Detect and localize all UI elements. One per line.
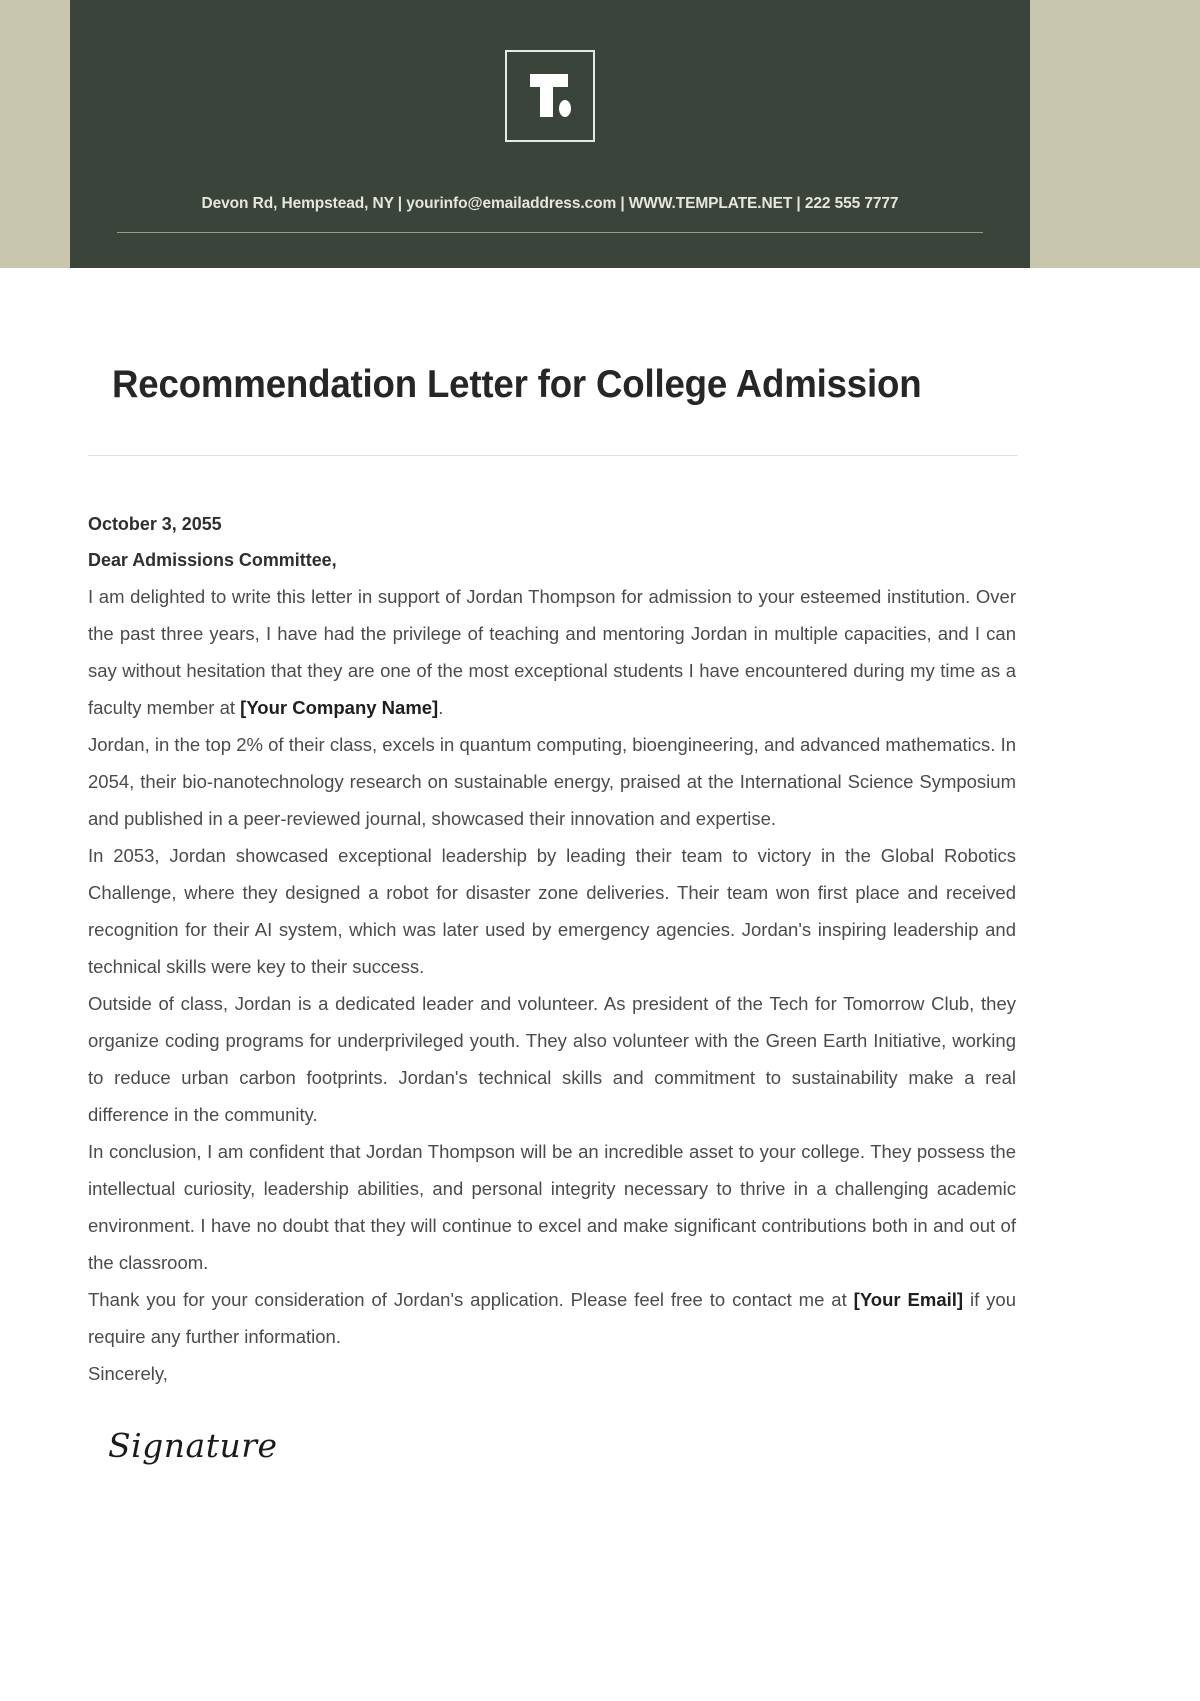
letter-paragraph-thanks [88, 1281, 1016, 1355]
page-title: Recommendation Letter for College Admission [112, 363, 922, 406]
header-contact-line: Devon Rd, Hempstead, NY | yourinfo@emailaddress.com | WWW.TEMPLATE.NET | 222 555 7777 [201, 195, 899, 212]
letter-paragraph-conclusion [88, 1133, 1016, 1281]
logo-dot [559, 100, 571, 117]
paragraph-text: I am delighted to write this letter in support of Jordan Thompson for admission to your esteemed institution. Over the past three years, I have had the privilege of teaching and mentoring Jordan in multiple capacities, and I can say without hesitation that they are one of the most exceptional students I have encountered during my time as a faculty member at [88, 586, 1016, 719]
letter-salutation: Dear Admissions Committee, [88, 549, 337, 571]
letter-sheet [0, 268, 1200, 1701]
letter-paragraph-academics [88, 726, 1016, 837]
template-t-icon [527, 71, 573, 121]
paragraph-text: Jordan, in the top 2% of their class, excels in quantum computing, bioengineering, and advanced mathematics. In 2054, their bio-nanotechnology research on sustainable energy, praised at the International Science Symposium and published in a peer-reviewed journal, showcased their innovation and expertise. [88, 734, 1016, 830]
paragraph-text: In 2053, Jordan showcased exceptional leadership by leading their team to victory in the Global Robotics Challenge, where they designed a robot for disaster zone deliveries. Their team won first place and received recognition for their AI system, which was later used by emergency agencies. Jordan's inspiring leadership and technical skills were key to their success. [88, 845, 1016, 978]
placeholder-field[interactable]: [Your Email] [853, 1289, 964, 1311]
paragraph-text: if you require any further information. [88, 1289, 1017, 1348]
letter-paragraph-leadership [88, 837, 1016, 985]
letter-paragraphs [88, 578, 1016, 1355]
letter-body [88, 506, 1016, 1465]
letter-paragraph-service [88, 985, 1016, 1133]
placeholder-field[interactable]: [Your Company Name] [240, 697, 439, 719]
letter-date: October 3, 2055 [88, 513, 222, 534]
letter-paragraph-intro [88, 578, 1016, 726]
header-divider [117, 232, 983, 233]
paragraph-text: Thank you for your consideration of Jordan's application. Please feel free to contact me at [88, 1289, 854, 1311]
signature-mark: Signature [108, 1426, 278, 1466]
paragraph-text: . [438, 697, 444, 719]
letter-closing: Sincerely, [88, 1363, 168, 1385]
letterhead-header [70, 0, 1030, 268]
paragraph-text: Outside of class, Jordan is a dedicated leader and volunteer. As president of the Tech for Tomorrow Club, they organize coding programs for underprivileged youth. They also volunteer with the Green Earth Initiative, working to reduce urban carbon footprints. Jordan's technical skills and commitment to sustainability make a real difference in the community. [88, 993, 1016, 1126]
logo-t-stem [540, 74, 553, 117]
company-logo [505, 50, 595, 142]
paragraph-text: In conclusion, I am confident that Jordan Thompson will be an incredible asset to your college. They possess the intellectual curiosity, leadership abilities, and personal integrity necessary to thrive in a challenging academic environment. I have no doubt that they will continue to excel and make significant contributions both in and out of the classroom. [88, 1141, 1016, 1274]
title-divider [88, 455, 1018, 456]
